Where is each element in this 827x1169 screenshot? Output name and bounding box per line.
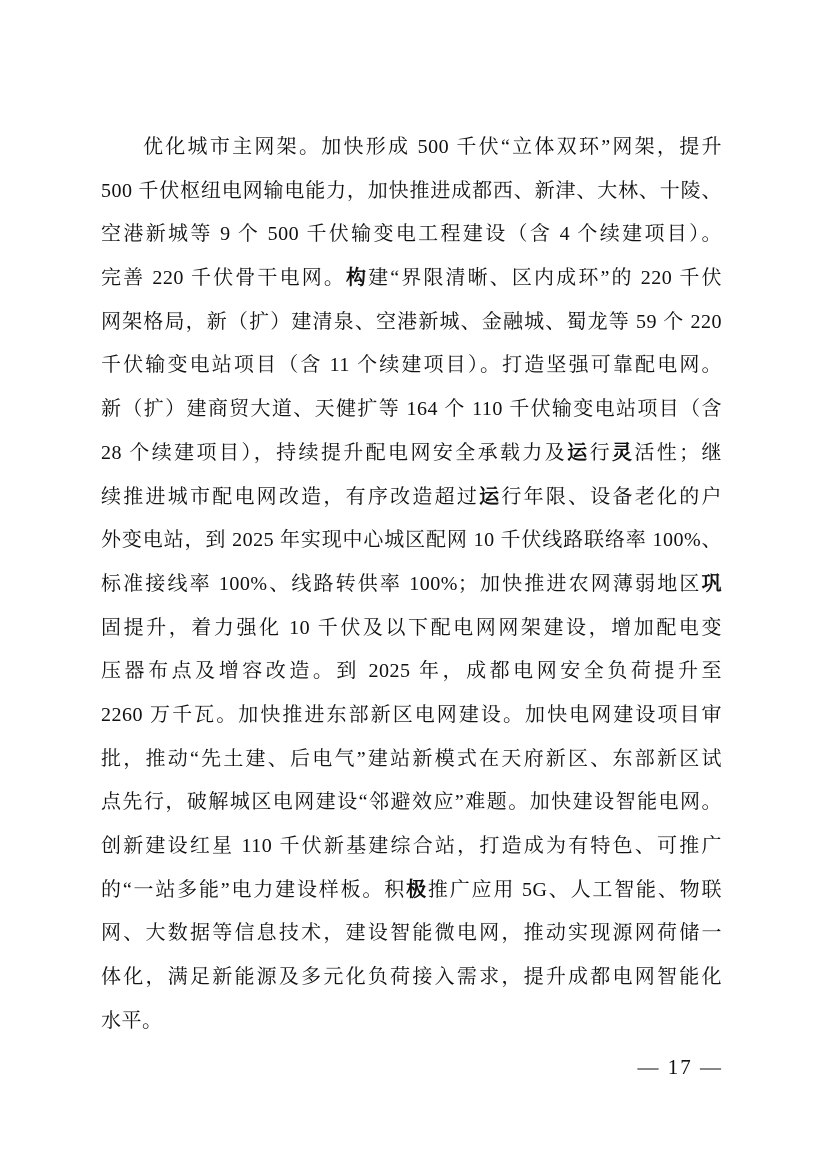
text-segment: 2260 万千瓦。加快推进东部新区电网建设。加快电网建设项目审: [101, 703, 722, 726]
text-line: [101, 170, 722, 214]
text-segment: 28 个续建项目），持续提升配电网安全承载力及: [101, 441, 568, 464]
text-line: [101, 257, 722, 301]
text-segment-bold: 运: [567, 441, 590, 464]
text-segment: 新（扩）建商贸大道、天健扩等 164 个 110 千伏输变电站项目（含: [101, 398, 722, 421]
text-segment: 建“界限清晰、区内成环”的 220 千伏: [368, 267, 722, 290]
text-line: [101, 344, 722, 388]
text-segment: 固提升，着力强化 10 千伏及以下配电网网架建设，增加配电变: [101, 616, 722, 639]
page-footer: [638, 1050, 724, 1084]
text-line: [101, 825, 722, 869]
text-line: [101, 432, 722, 476]
text-line: [101, 519, 722, 563]
text-segment: 优化城市主网架。加快形成 500 千伏“立体双环”网架，提升: [143, 136, 722, 158]
text-segment: 千伏输变电站项目（含 11 个续建项目）。打造坚强可靠配电网。: [101, 354, 722, 377]
text-line: [101, 694, 722, 738]
text-segment: 行: [589, 441, 612, 464]
text-line: [101, 650, 722, 694]
text-segment: 创新建设红星 110 千伏新基建综合站，打造成为有特色、可推广: [101, 835, 722, 857]
text-segment: 批，推动“先土建、后电气”建站新模式在天府新区、东部新区试: [101, 747, 722, 770]
text-segment-bold: 极: [406, 878, 428, 901]
text-segment: 压器布点及增容改造。到 2025 年，成都电网安全负荷提升至: [101, 660, 722, 683]
text-line: [101, 476, 722, 520]
text-segment: 续推进城市配电网改造，有序改造超过: [101, 485, 480, 508]
text-segment: 外变电站，到 2025 年实现中心城区配网 10 千伏线路联络率 100%、: [101, 529, 722, 552]
text-line: [101, 607, 722, 651]
text-segment-bold: 巩: [701, 572, 722, 595]
text-segment: 完善 220 千伏骨干电网。: [101, 267, 346, 290]
text-segment: 空港新城等 9 个 500 千伏输变电工程建设（含 4 个续建项目）。: [101, 223, 722, 246]
text-line: [101, 1000, 722, 1044]
text-line: [101, 912, 722, 956]
text-line: [101, 956, 722, 1000]
text-segment: 网、大数据等信息技术，建设智能微电网，推动实现源网荷储一: [101, 922, 722, 945]
text-line: [101, 738, 722, 782]
text-line: [101, 563, 722, 607]
text-line: [101, 781, 722, 825]
text-line: [101, 126, 722, 170]
text-segment: 网架格局，新（扩）建清泉、空港新城、金融城、蜀龙等 59 个 220: [101, 310, 722, 333]
text-segment: 标准接线率 100%、线路转供率 100%；加快推进农网薄弱地区: [101, 572, 702, 595]
text-segment: 行年限、设备老化的户: [501, 485, 722, 508]
page-number: — 17 —: [637, 1055, 723, 1079]
text-segment: 的“一站多能”电力建设样板。积: [101, 878, 407, 901]
text-segment: 活性；继: [634, 441, 722, 464]
text-segment: 体化，满足新能源及多元化负荷接入需求，提升成都电网智能化: [101, 966, 722, 989]
text-line: [101, 213, 722, 257]
text-segment-bold: 灵: [611, 441, 635, 464]
text-segment: 点先行，破解城区电网建设“邻避效应”难题。加快建设智能电网。: [101, 791, 722, 814]
text-segment-bold: 运: [479, 485, 502, 508]
text-line: [101, 301, 722, 345]
text-segment: 500 千伏枢纽电网输电能力，加快推进成都西、新津、大林、十陵、: [101, 179, 722, 202]
text-line: [101, 388, 722, 432]
text-segment: 水平。: [101, 1009, 163, 1032]
text-line: [101, 869, 722, 913]
text-segment-bold: 构: [345, 267, 369, 290]
text-segment: 推广应用 5G、人工智能、物联: [427, 878, 722, 901]
document-body: [101, 126, 722, 1043]
